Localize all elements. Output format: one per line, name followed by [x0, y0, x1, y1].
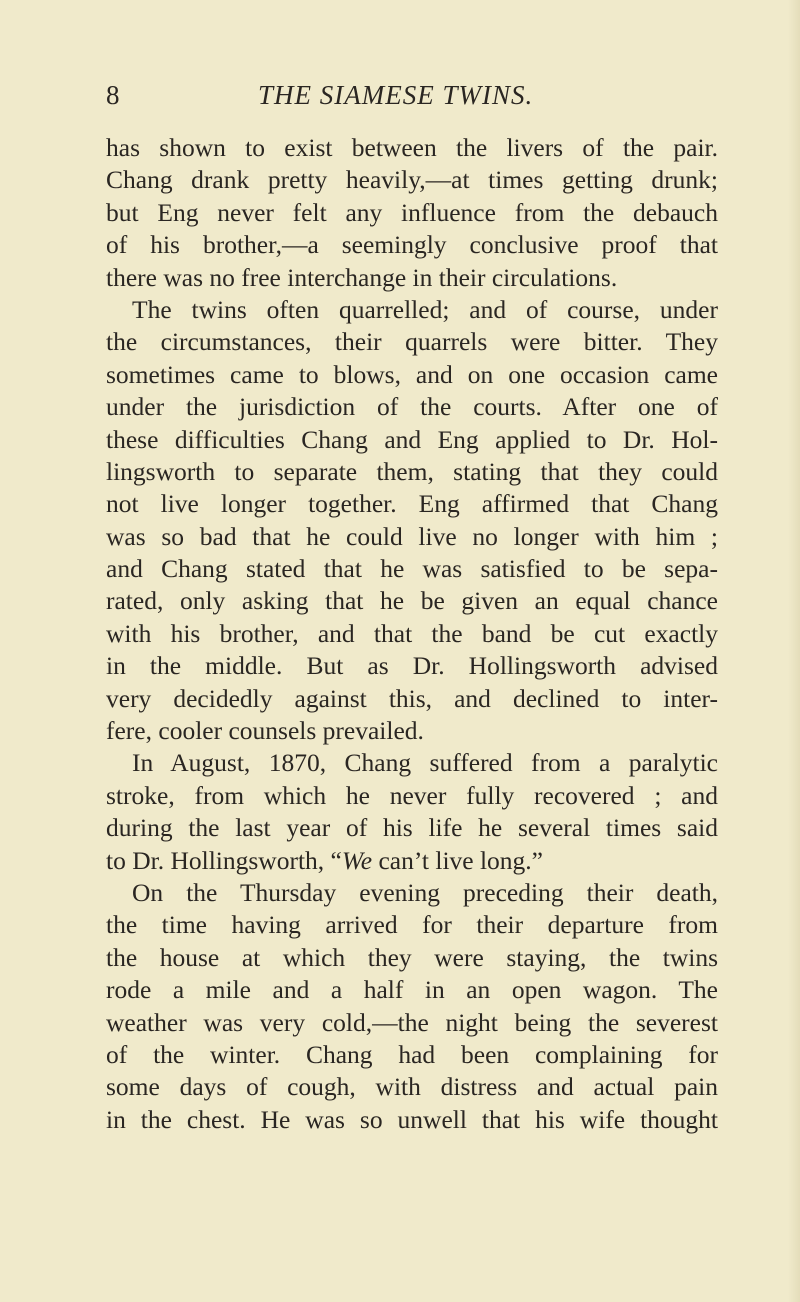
text-line: the house at which they were staying, the twins: [106, 942, 718, 972]
body-text: [106, 132, 718, 1136]
text-line: rated, only asking that he be given an equal chance: [106, 586, 718, 616]
text-line: not live longer together. Eng affirmed that Chang: [106, 489, 718, 519]
text-line: under the jurisdiction of the courts. After one of: [106, 392, 718, 422]
text-line: the circumstances, their quarrels were bitter. They: [106, 327, 718, 357]
text-line: rode a mile and a half in an open wagon. The: [106, 975, 718, 1005]
text-line: Chang drank pretty heavily,—at times getting drunk;: [106, 165, 718, 195]
text-line: sometimes came to blows, and on one occasion came: [106, 359, 718, 389]
text-line: weather was very cold,—the night being the severest: [106, 1007, 718, 1037]
text-line: stroke, from which he never fully recovered ; and: [106, 780, 718, 810]
text-line: with his brother, and that the band be cut exactly: [106, 618, 718, 648]
text-line: and Chang stated that he was satisfied to be sepa-: [106, 554, 718, 584]
text-line: fere, cooler counsels prevailed.: [106, 716, 424, 746]
page-number: 8: [106, 80, 120, 110]
text-line: during the last year of his life he several times said: [106, 813, 718, 843]
text-line: but Eng never felt any influence from the debauch: [106, 197, 718, 227]
paragraph-first-line: The twins often quarrelled; and of course, under: [132, 294, 718, 324]
running-head: [0, 80, 800, 110]
text-line: these difficulties Chang and Eng applied to Dr. Hol-: [106, 424, 718, 454]
paragraph-first-line: On the Thursday evening preceding their death,: [132, 877, 718, 907]
text-line: has shown to exist between the livers of the pair.: [106, 133, 718, 162]
text-line: lingsworth to separate them, stating that they could: [106, 456, 718, 486]
text-line: there was no free interchange in their circulations.: [106, 262, 618, 292]
page-edge-shadow: [788, 0, 800, 1302]
text-line: some days of cough, with distress and actual pain: [106, 1072, 718, 1102]
emphasis: We: [341, 845, 373, 875]
text-line: in the chest. He was so unwell that his wife thought: [106, 1104, 718, 1134]
text-line: of his brother,—a seemingly conclusive proof that: [106, 230, 718, 260]
text-line: the time having arrived for their departure from: [106, 910, 718, 940]
text-line: in the middle. But as Dr. Hollingsworth advised: [106, 651, 718, 681]
paragraph-first-line: In August, 1870, Chang suffered from a paralytic: [132, 748, 718, 778]
text-line: was so bad that he could live no longer with him ;: [106, 521, 718, 551]
running-title: THE SIAMESE TWINS.: [258, 80, 534, 110]
text-line: very decidedly against this, and declined to inter-: [106, 683, 718, 713]
text-line: to Dr. Hollingsworth, “We can’t live long.”: [106, 845, 544, 875]
text-line: of the winter. Chang had been complaining for: [106, 1039, 718, 1069]
